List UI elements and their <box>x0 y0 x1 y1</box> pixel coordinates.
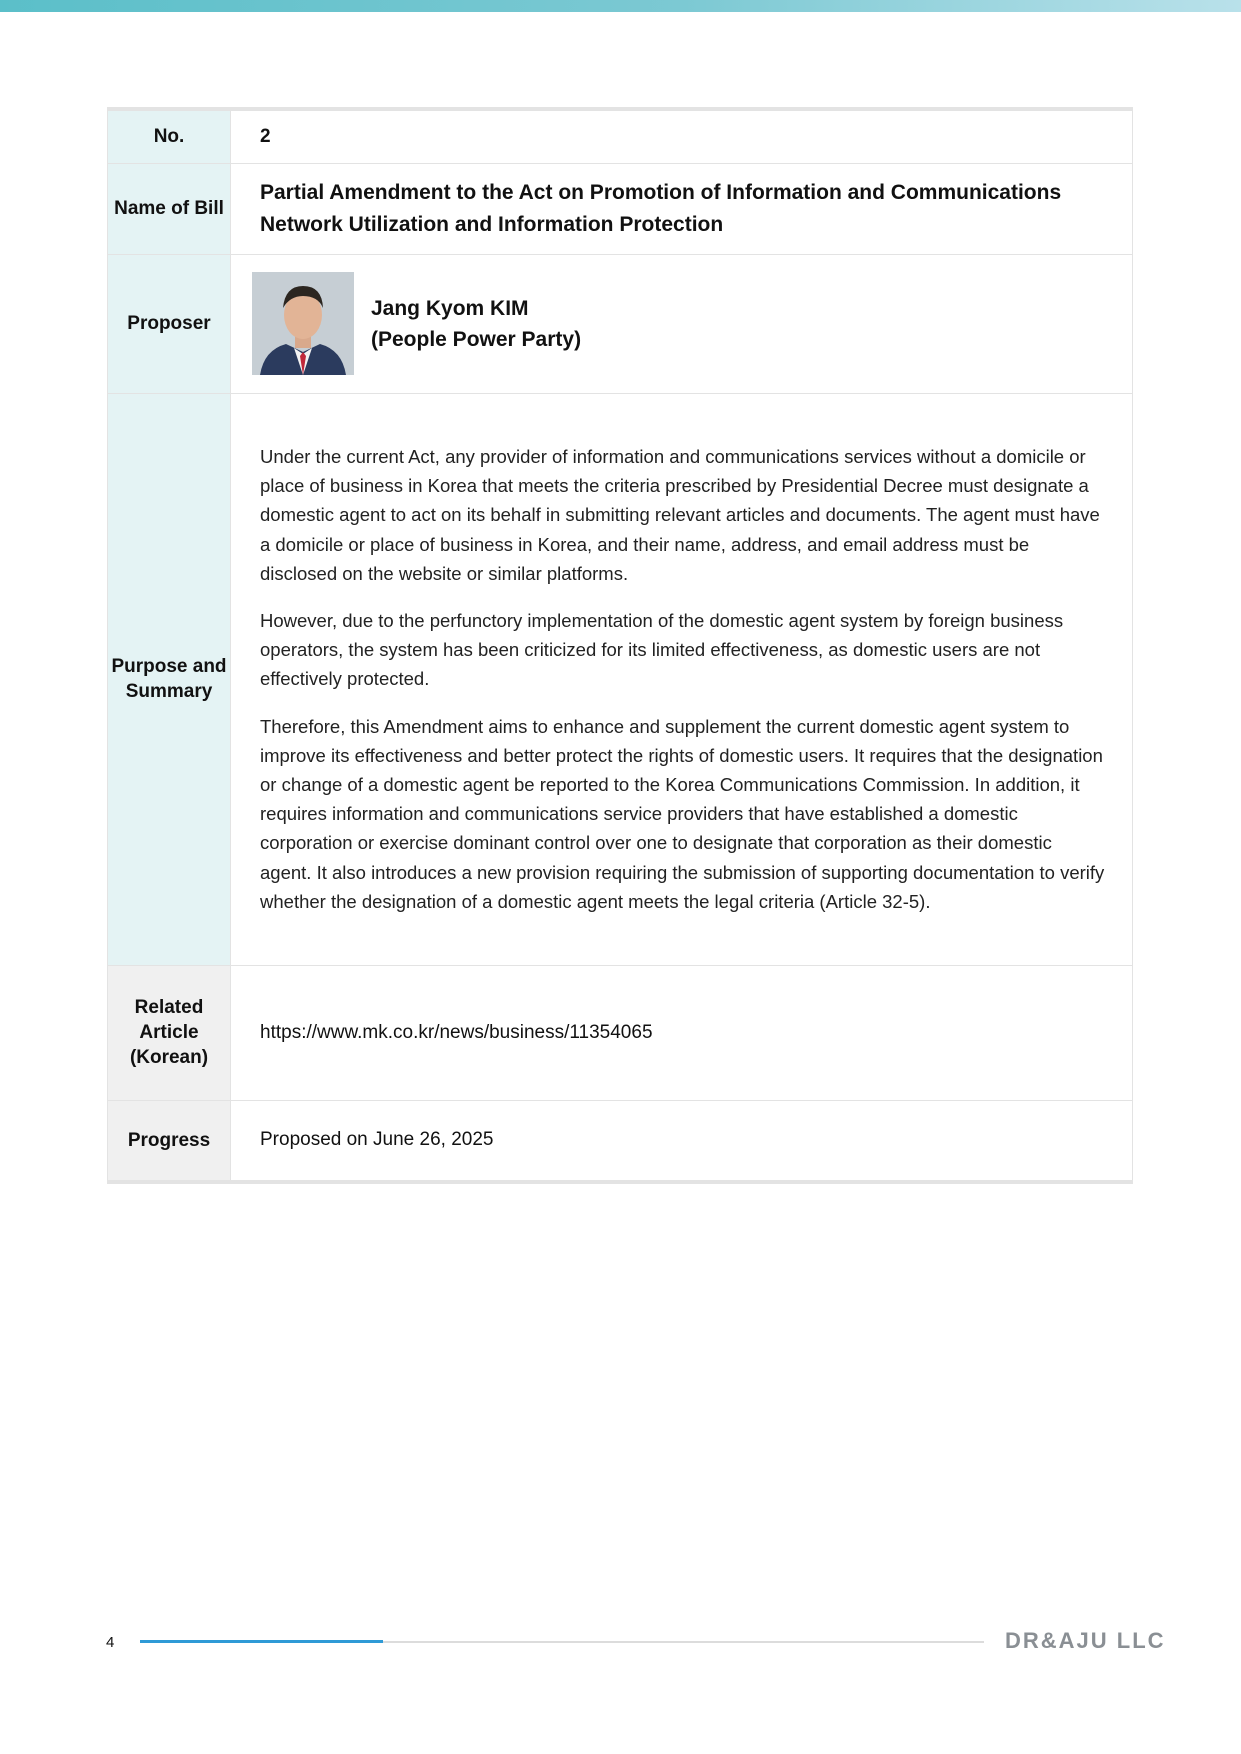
summary-paragraph: Therefore, this Amendment aims to enhance and supplement the current domestic agent system to improve its effectiveness and better protect the rights of domestic users. It requires that the designation or change of a domestic agent be reported to the Korea Communications Commission. In addition, it requires information and communications service providers that have established a domestic corporation or exercise dominant control over one to designate that corporation as their domestic agent. It also introduces a new provision requiring the submission of supporting documentation to verify whether the designation of a domestic agent meets the legal criteria (Article 32-5). <box>260 715 1105 912</box>
brand-logo: DR&AJU LLC <box>1005 1628 1166 1653</box>
top-accent-bar <box>0 0 1241 12</box>
related-article-label: Related Article (Korean) <box>108 965 231 1100</box>
proposer-block <box>260 272 1106 375</box>
footer-progress-accent <box>140 1640 383 1643</box>
purpose-label: Purpose and Summary <box>108 393 231 965</box>
progress-value: Proposed on June 26, 2025 <box>231 1100 1133 1182</box>
proposer-photo <box>252 272 354 375</box>
row-bill-name <box>108 163 1133 254</box>
summary-paragraph: However, due to the perfunctory implementation of the domestic agent system by foreign business operators, the system has been criticized for its limited effectiveness, as domestic users are not effectively protected. <box>260 609 1064 690</box>
proposer-party: (People Power Party) <box>371 327 582 351</box>
bill-name-value: Partial Amendment to the Act on Promotion of Information and Communications Network Utilization and Information Protection <box>260 180 1062 236</box>
proposer-label: Proposer <box>108 254 231 393</box>
no-value: 2 <box>231 109 1133 163</box>
row-progress <box>108 1100 1133 1182</box>
bill-name-label: Name of Bill <box>108 163 231 254</box>
no-label: No. <box>108 109 231 163</box>
row-no <box>108 109 1133 163</box>
row-proposer <box>108 254 1133 393</box>
proposer-name: Jang Kyom KIM <box>371 296 529 320</box>
summary-paragraph: Under the current Act, any provider of information and communications services without a domicile or place of business in Korea that meets the criteria prescribed by Presidential Decree must designate a domestic agent to act on its behalf in submitting relevant articles and documents. The agent must have a domicile or place of business in Korea, and their name, address, and email address must be disclosed on the website or similar platforms. <box>260 445 1100 584</box>
progress-label: Progress <box>108 1100 231 1182</box>
related-article-link[interactable]: https://www.mk.co.kr/news/business/11354065 <box>231 965 1133 1100</box>
bill-info-table <box>107 107 1133 1184</box>
page-number: 4 <box>106 1634 115 1651</box>
purpose-summary <box>231 393 1133 965</box>
row-related-article <box>108 965 1133 1100</box>
row-purpose <box>108 393 1133 965</box>
